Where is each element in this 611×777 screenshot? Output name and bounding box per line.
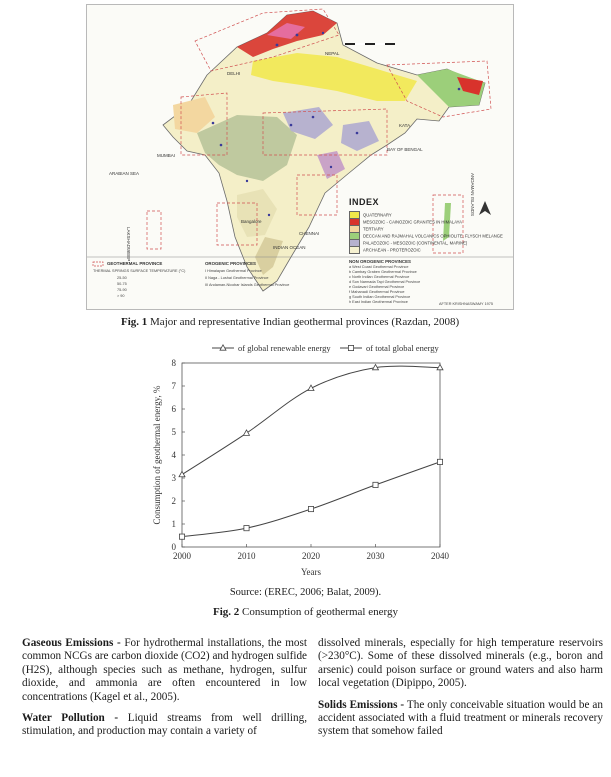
non-orogenic-title: NON OROGENIC PROVINCES (349, 259, 411, 264)
figure2-caption-text: Consumption of geothermal energy (239, 606, 398, 618)
label-nepal: NEPAL (325, 51, 340, 56)
paragraph-dissolved-minerals (318, 637, 603, 691)
label-mumbai: MUMBAI (157, 153, 175, 158)
square-marker (244, 526, 249, 531)
legend-label: of total global energy (366, 343, 439, 353)
figure1-caption-label: Fig. 1 (121, 316, 148, 328)
label-bangalore: Bangalore (241, 219, 262, 224)
label-bay-of-bengal: BAY OF BENGAL (387, 147, 423, 152)
spring-row: 50-75 (117, 282, 127, 286)
orogenic-title: OROGENIC PROVINCES (205, 261, 256, 266)
y-tick-label: 7 (171, 381, 176, 391)
x-axis-label: Years (300, 567, 322, 577)
non-orogenic-item: a West Coast Geothermal Province (349, 265, 409, 269)
paragraph-solids-emissions (318, 699, 603, 739)
chart-svg (150, 341, 470, 585)
total-share-line (182, 462, 440, 537)
renewable-share-line (182, 366, 440, 474)
orogenic-item: II Naga - Lushai Geothermal Province (205, 276, 269, 280)
india-geothermal-map (86, 4, 514, 310)
non-orogenic-item: g South Indian Geothermal Province (349, 295, 411, 299)
label-delhi: DELHI (227, 71, 241, 76)
non-orogenic-item: d Son Narmada Tapi Geothermal Province (349, 280, 421, 284)
non-orogenic-item: c North Indian Geothermal Province (349, 275, 410, 279)
y-tick-label: 8 (171, 358, 176, 368)
square-marker (348, 345, 353, 350)
index-label: ARCHAEAN - PROTEROZOIC (363, 247, 421, 253)
index-label: DECCAN AND RAJMAHAL VOLCANICS OPHIOLITE, FLYSCH MELANGE (363, 233, 503, 239)
non-orogenic-item: e Godavari Geothermal Province (349, 285, 405, 289)
body-left-column (22, 637, 307, 747)
label-indian-ocean: INDIAN OCEAN (273, 245, 306, 250)
y-tick-label: 2 (171, 496, 176, 506)
y-axis-label: Consumption of geothermal energy, % (152, 385, 162, 525)
figure2-caption-label: Fig. 2 (213, 606, 240, 618)
chart-series (179, 364, 443, 539)
figure2-source: Source: (EREC, 2006; Balat, 2009). (229, 587, 382, 598)
index-label: TERTIARY (363, 226, 384, 232)
x-tick-label: 2040 (431, 551, 449, 561)
paragraph-text: The only conceivable situation would be an accident associated with a fluid treatment or minerals recovery system that somehow failed (318, 698, 603, 738)
index-label: MESOZOIC - CAINOZOIC GRANITES IN HIMALAYA (363, 219, 462, 225)
spring-row: 25-50 (117, 276, 127, 280)
y-tick-label: 4 (171, 450, 176, 460)
triangle-marker (179, 471, 185, 476)
y-tick-label: 6 (171, 404, 176, 414)
map-index-title: INDEX (349, 197, 380, 207)
label-arabian-sea: ARABIAN SEA (109, 171, 140, 176)
x-tick-label: 2020 (302, 551, 320, 561)
province-legend-title: GEOTHERMAL PROVINCE (107, 261, 163, 266)
x-tick-label: 2010 (237, 551, 256, 561)
label-kolkata: KATA (399, 123, 411, 128)
paragraph-gaseous-emissions (22, 637, 307, 704)
paragraph-text: Liquid streams from well drilling, stimulation, and production may contain a variety of (22, 712, 307, 738)
label-chennai: CHENNAI (299, 231, 320, 236)
orogenic-item: I Himalayan Geothermal Province (205, 269, 262, 273)
index-label: PALAEOZOIC - MESOZOIC (CONTINENTAL, MARINE) (363, 240, 468, 246)
paragraph-heading: Gaseous Emissions - (22, 637, 121, 649)
spring-header: THERMAL SPRINGS SURFACE TEMPERATURE (°C) (93, 269, 186, 273)
body-right-column (318, 637, 603, 747)
chart-legend (212, 343, 440, 353)
square-marker (373, 482, 378, 487)
geothermal-consumption-chart (150, 341, 470, 585)
non-orogenic-item: b Cambay Graben Geothermal Province (349, 270, 417, 274)
label-lakshadweep: LAKSHADWEEP (126, 227, 131, 262)
y-tick-label: 3 (171, 473, 176, 483)
figure1-caption (121, 316, 459, 328)
non-orogenic-item: h East Indian Geothermal Province (349, 300, 408, 304)
chart-axes (152, 358, 450, 577)
label-andaman: ANDAMAN ISLANDS (470, 173, 475, 217)
spring-row: > 90 (117, 294, 125, 298)
x-tick-label: 2000 (173, 551, 191, 561)
paragraph-water-pollution (22, 712, 307, 739)
orogenic-item: III Andaman-Nicobar Islands Geothermal Province (205, 283, 290, 287)
map-credit: AFTER KRISHNASWAMY 1975 (439, 302, 494, 306)
x-tick-label: 2030 (366, 551, 385, 561)
non-orogenic-item: f Mahanadi Geothermal Province (349, 290, 405, 294)
square-marker (437, 459, 442, 464)
index-label: QUATERNARY (363, 212, 392, 218)
legend-label: of global renewable energy (238, 343, 331, 353)
paragraph-heading: Solids Emissions - (318, 698, 405, 711)
y-tick-label: 0 (171, 542, 176, 552)
paragraph-heading: Water Pollution - (22, 712, 119, 725)
index-item (349, 246, 421, 254)
figure1-caption-text: Major and representative Indian geothermal provinces (Razdan, 2008) (147, 316, 460, 328)
spring-row: 75-90 (117, 288, 127, 292)
scale-bar (345, 43, 395, 45)
paragraph-text: dissolved minerals, especially for high temperature reservoirs (>230°C). Some of these dissolved minerals (e.g., boron and arsenic) could poison surface or ground waters and also harm local vegetation (Dipippo, 2005). (318, 637, 603, 690)
y-tick-label: 1 (171, 519, 176, 529)
y-tick-label: 5 (171, 427, 176, 437)
square-marker (308, 506, 313, 511)
figure2-caption (0, 606, 611, 618)
paragraph-text: For hydrothermal installations, the most common NCGs are carbon dioxide (CO2) and hydrogen sulfide (H2S), although species such as methane, hydrogen, sulfur dioxide, and ammonia are often encountered in low concentrations (Kagel et al., 2005). (22, 637, 307, 703)
square-marker (179, 534, 184, 539)
triangle-marker (244, 430, 250, 435)
index-swatch (349, 246, 360, 254)
